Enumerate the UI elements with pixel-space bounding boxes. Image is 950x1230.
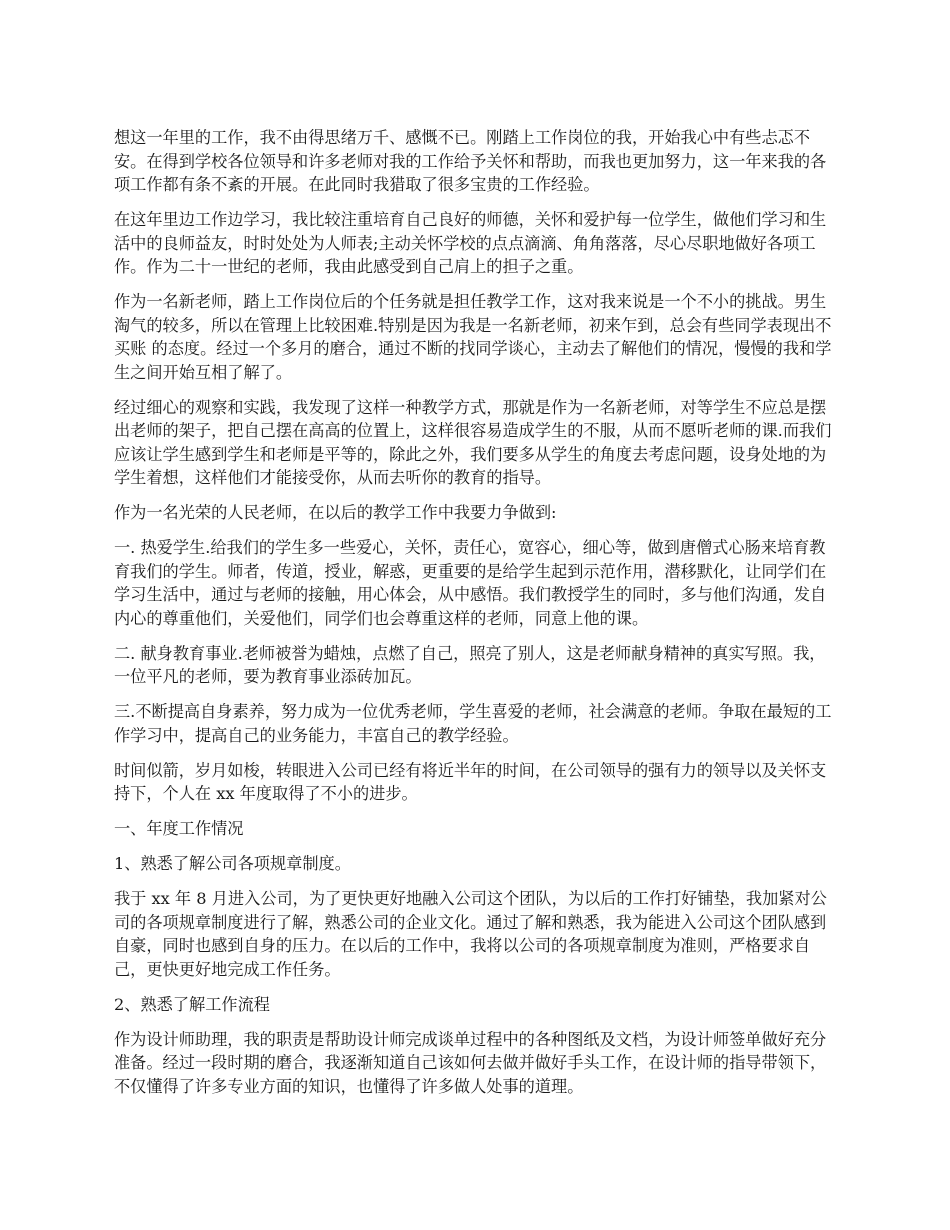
paragraph: 作为设计师助理，我的职责是帮助设计师完成谈单过程中的各种图纸及文档，为设计师签单做好充分准备。经过一段时期的磨合，我逐渐知道自己该如何去做并做好手头工作，在设计师的指导带领下，不仅懂得了许多专业方面的知识，也懂得了许多做人处事的道理。 — [114, 1029, 827, 1096]
section-heading: 一、年度工作情况 — [114, 819, 244, 838]
paragraph: 经过细心的观察和实践，我发现了这样一种教学方式，那就是作为一名新老师，对等学生不应总是摆出老师的架子，把自己摆在高高的位置上，这样很容易造成学生的不服，从而不愿听老师的课.而我们应该让学生感到学生和老师是平等的，除此之外，我们要多从学生的角度去考虑问题，设身处地的为学生着想，这样他们才能接受你，从而去听你的教育的指导。 — [114, 397, 832, 487]
paragraph: 二. 献身教育事业.老师被誉为蜡烛，点燃了自己，照亮了别人，这是老师献身精神的真实写照。我，一位平凡的老师，要为教育事业添砖加瓦。 — [114, 643, 826, 686]
paragraph: 作为一名新老师，踏上工作岗位后的个任务就是担任教学工作，这对我来说是一个不小的挑战。男生淘气的较多，所以在管理上比较困难.特别是因为我是一名新老师，初来乍到，总会有些同学表现出不买账 的态度。经过一个多月的磨合，通过不断的找同学谈心，主动去了解他们的情况，慢慢的我和学生之间开始互相了解了。 — [114, 292, 832, 382]
subsection-heading: 2、熟悉了解工作流程 — [114, 994, 270, 1014]
paragraph: 作为一名光荣的人民老师，在以后的教学工作中我要力争做到: — [114, 503, 557, 522]
paragraph: 三.不断提高自身素养，努力成为一位优秀老师，学生喜爱的老师，社会满意的老师。争取在最短的工作学习中，提高自己的业务能力，丰富自己的教学经验。 — [114, 702, 832, 745]
paragraph: 我于 xx 年 8 月进入公司，为了更快更好地融入公司这个团队，为以后的工作打好铺垫，我加紧对公司的各项规章制度进行了解，熟悉公司的企业文化。通过了解和熟悉，我为能进入公司这个团队感到自豪，同时也感到自身的压力。在以后的工作中，我将以公司的各项规章制度为准则，严格要求自己，更快更好地完成工作任务。 — [114, 889, 827, 979]
paragraph: 想这一年里的工作，我不由得思绪万千、感慨不已。刚踏上工作岗位的我，开始我心中有些忐忑不安。在得到学校各位领导和许多老师对我的工作给予关怀和帮助，而我也更加努力，这一年来我的各项工作都有条不紊的开展。在此同时我猎取了很多宝贵的工作经验。 — [114, 128, 827, 194]
document-body — [114, 126, 840, 1110]
paragraph: 在这年里边工作边学习，我比较注重培育自己良好的师德，关怀和爱护每一位学生，做他们学习和生活中的良师益友，时时处处为人师表;主动关怀学校的点点滴滴、角角落落，尽心尽职地做好各项工作。作为二十一世纪的老师，我由此感受到自己肩上的担子之重。 — [114, 210, 827, 276]
subsection-heading: 1、熟悉了解公司各项规章制度。 — [114, 854, 351, 873]
paragraph: 一. 热爱学生.给我们的学生多一些爱心，关怀，责任心，宽容心，细心等，做到唐僧式心肠来培育教育我们的学生。师者，传道，授业，解惑，更重要的是给学生起到示范作用，潜移默化，让同学们在学习生活中，通过与老师的接触，用心体会，从中感悟。我们教授学生的同时，多与他们沟通，发自内心的尊重他们，关爱他们，同学们也会尊重这样的老师，同意上他的课。 — [114, 538, 827, 628]
paragraph: 时间似箭，岁月如梭，转眼进入公司已经有将近半年的时间，在公司领导的强有力的领导以及关怀支持下，个人在 xx 年度取得了不小的进步。 — [114, 760, 827, 803]
